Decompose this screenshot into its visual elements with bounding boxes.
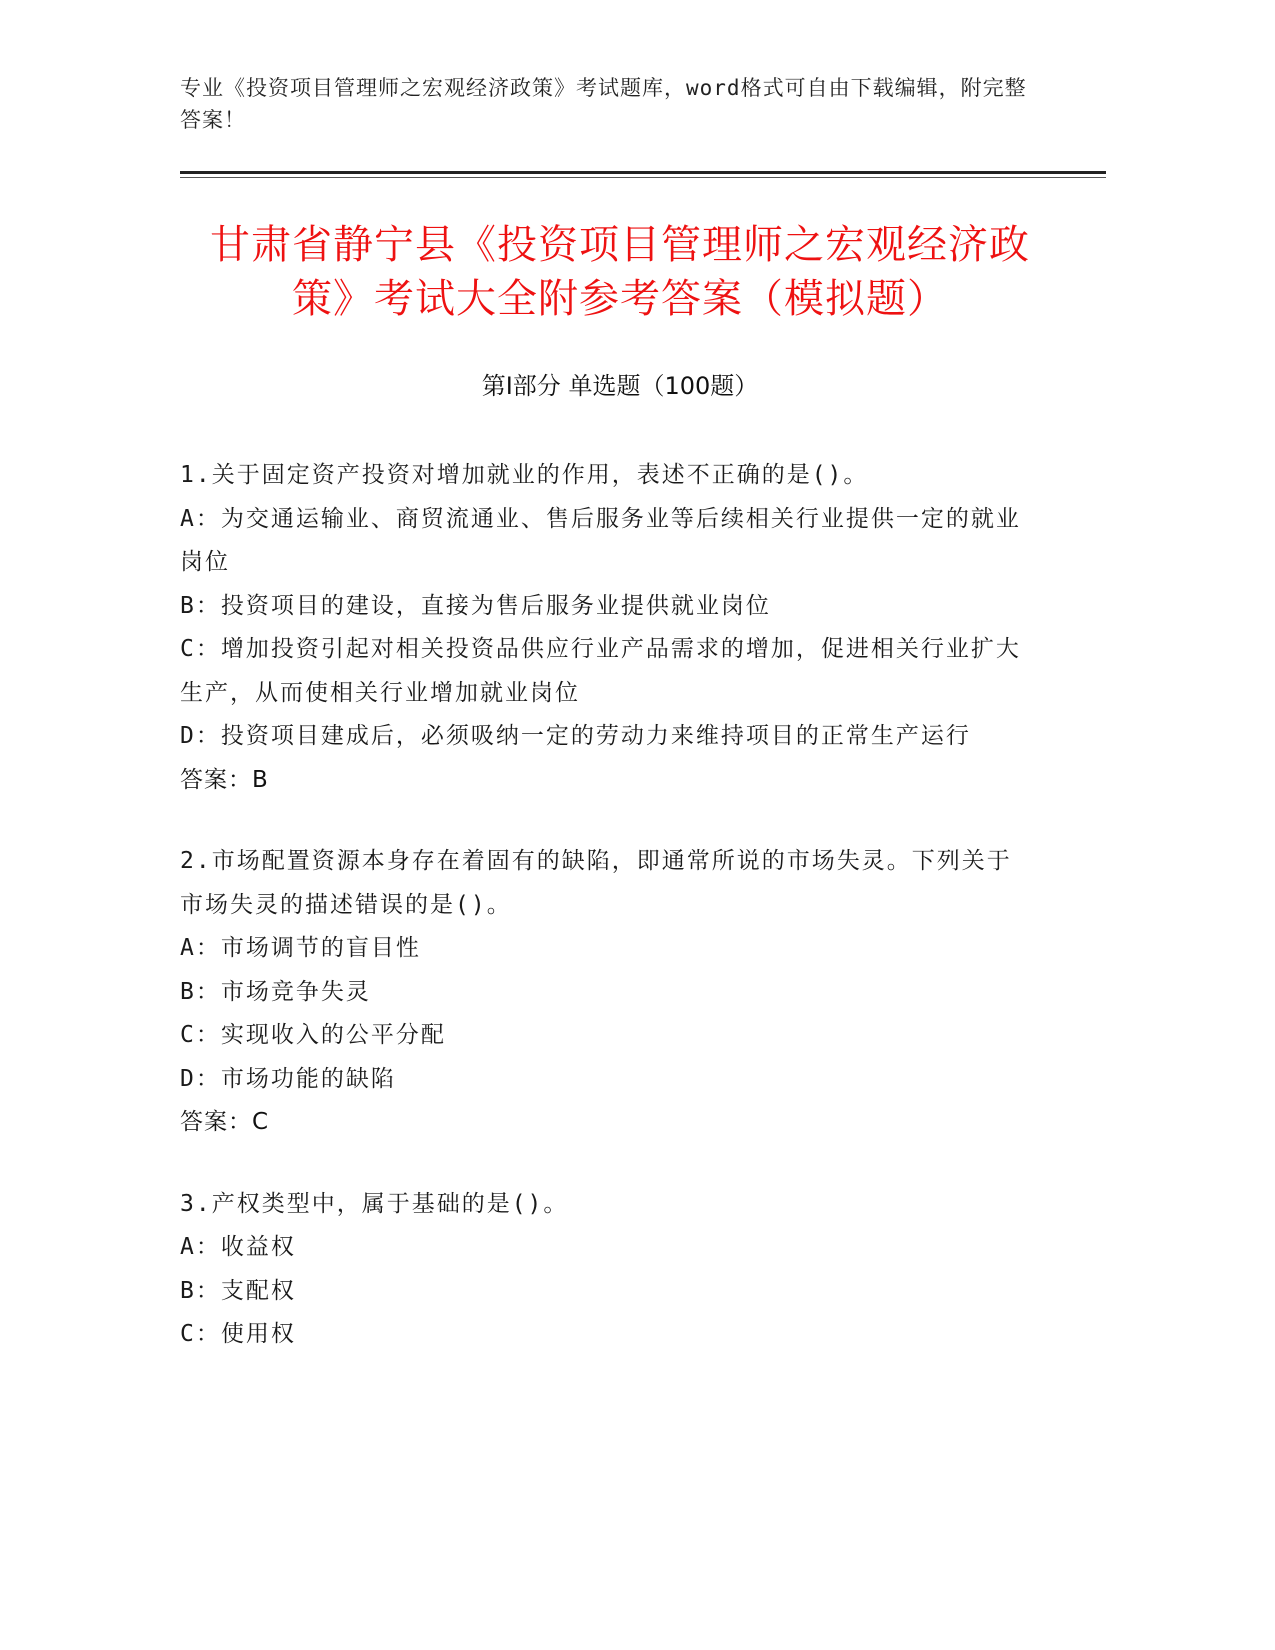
option-b: B：市场竞争失灵 bbox=[180, 978, 371, 1005]
question-stem: 1.关于固定资产投资对增加就业的作用，表述不正确的是()。 bbox=[180, 462, 869, 488]
question-1 bbox=[180, 454, 1030, 802]
question-2 bbox=[180, 840, 1030, 1145]
header-rule-thin bbox=[180, 177, 1106, 178]
option-a: A：为交通运输业、商贸流通业、售后服务业等后续相关行业提供一定的就业岗位 bbox=[180, 505, 1021, 575]
question-stem: 2.市场配置资源本身存在着固有的缺陷，即通常所说的市场失灵。下列关于市场失灵的描述错误的是()。 bbox=[180, 848, 1012, 918]
question-list bbox=[180, 454, 1030, 1395]
option-c: C：使用权 bbox=[180, 1321, 296, 1347]
option-b: B：投资项目的建设，直接为售后服务业提供就业岗位 bbox=[180, 592, 771, 619]
section-heading: 第Ⅰ部分 单选题（100题） bbox=[481, 372, 759, 400]
answer: 答案：B bbox=[180, 766, 269, 793]
answer: 答案：C bbox=[180, 1109, 270, 1135]
option-c: C：增加投资引起对相关投资品供应行业产品需求的增加，促进相关行业扩大生产，从而使相关行业增加就业岗位 bbox=[180, 636, 1021, 706]
option-d: D：投资项目建成后，必须吸纳一定的劳动力来维持项目的正常生产运行 bbox=[180, 723, 971, 749]
option-a: A：收益权 bbox=[180, 1234, 296, 1260]
document-title: 甘肃省静宁县《投资项目管理师之宏观经济政策》考试大全附参考答案（模拟题） bbox=[210, 222, 1030, 322]
question-stem: 3.产权类型中，属于基础的是()。 bbox=[180, 1190, 569, 1217]
header-rule-thick bbox=[180, 171, 1106, 174]
header-note: 专业《投资项目管理师之宏观经济政策》考试题库，word格式可自由下载编辑，附完整答案！ bbox=[180, 76, 1027, 132]
question-3 bbox=[180, 1183, 1030, 1357]
option-d: D：市场功能的缺陷 bbox=[180, 1065, 396, 1092]
option-c: C：实现收入的公平分配 bbox=[180, 1022, 446, 1048]
option-a: A：市场调节的盲目性 bbox=[180, 935, 421, 961]
option-b: B：支配权 bbox=[180, 1277, 296, 1304]
